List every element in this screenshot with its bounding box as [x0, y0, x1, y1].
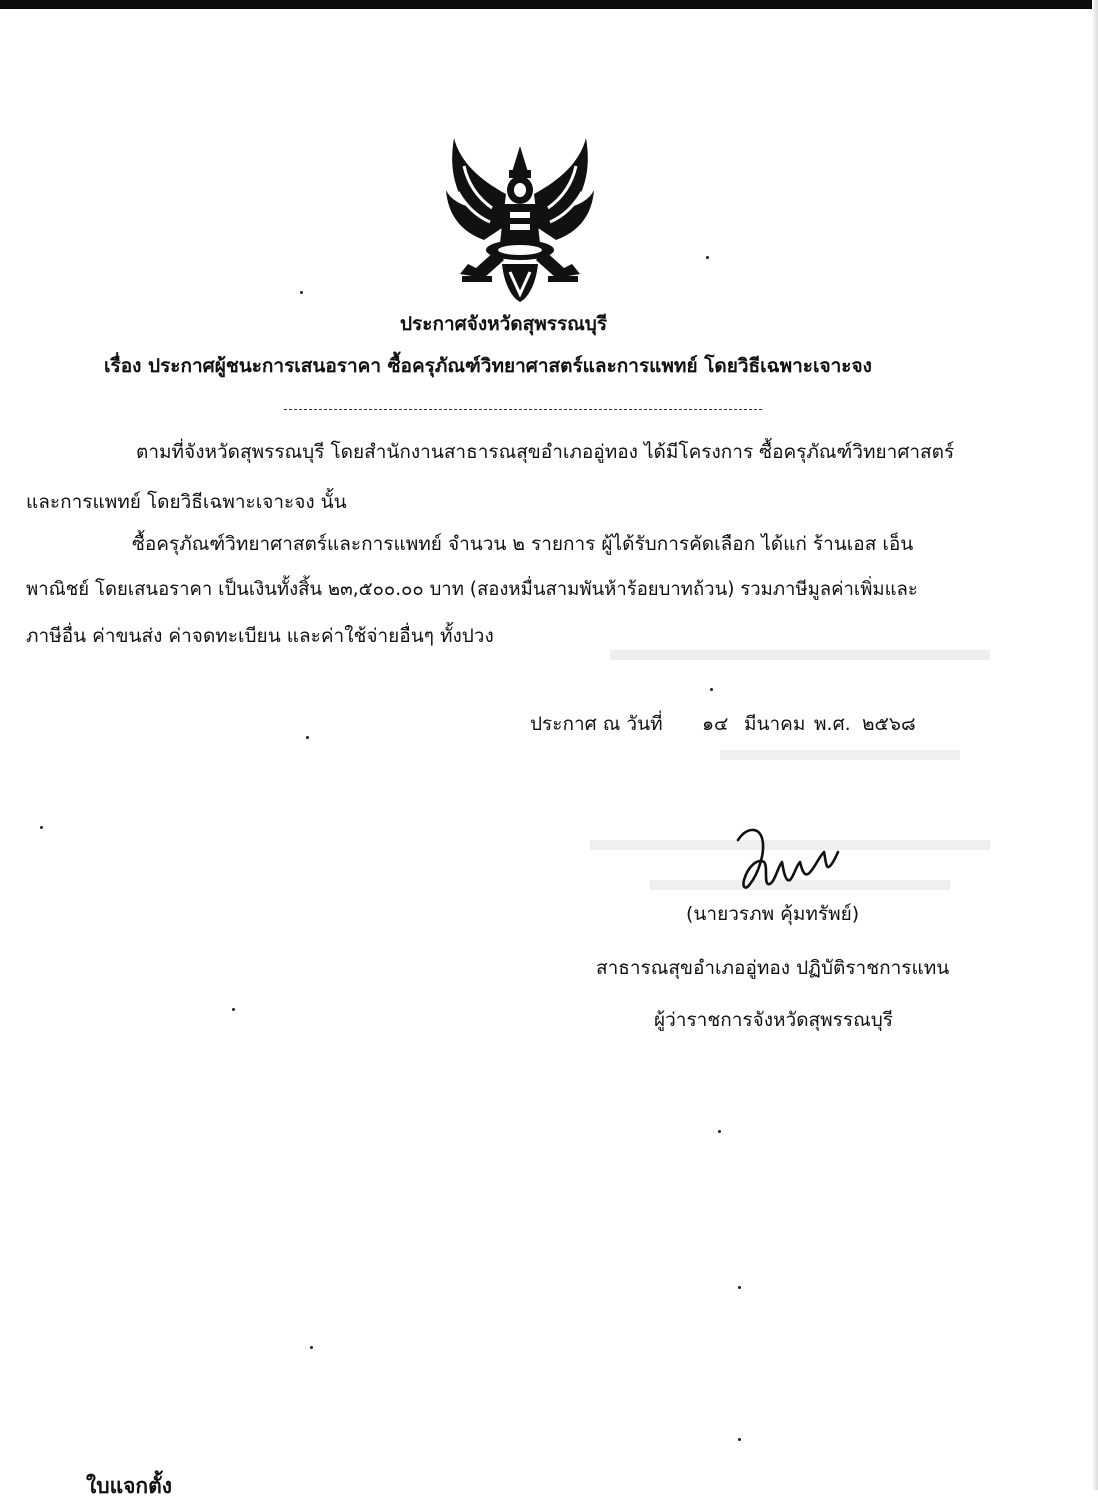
scan-speck	[310, 1346, 313, 1349]
scan-speck	[300, 291, 303, 294]
scan-speck	[738, 1438, 741, 1441]
paragraph-1-line-2: และการแพทย์ โดยวิธีเฉพาะเจาะจง นั้น	[26, 491, 347, 513]
paragraph-2-line-1: ซื้อครุภัณฑ์วิทยาศาสตร์และการแพทย์ จำนวน ๒ รายการ ผู้ได้รับการคัดเลือก ได้แก่ ร้านเอส เอ็น	[132, 533, 914, 555]
date-day: ๑๔	[702, 713, 729, 735]
date-month: มีนาคม	[744, 713, 806, 735]
footer-partial-text: ใบแจกตั้ง	[86, 1474, 173, 1498]
scan-speck	[232, 1008, 235, 1011]
scan-speck	[738, 1286, 741, 1289]
page-top-edge	[0, 0, 1098, 9]
date-year: ๒๕๖๘	[862, 713, 916, 735]
date-label: ประกาศ ณ วันที่	[530, 713, 663, 735]
title-separator-rule	[284, 409, 762, 410]
date-era: พ.ศ.	[814, 713, 851, 735]
garuda-emblem-icon	[440, 132, 600, 304]
scan-speck	[40, 826, 43, 829]
paragraph-1-line-1: ตามที่จังหวัดสุพรรณบุรี โดยสำนักงานสาธารณสุขอำเภออู่ทอง ได้มีโครงการ ซื้อครุภัณฑ์วิทยาศาสตร์	[136, 441, 955, 463]
announcement-title: ประกาศจังหวัดสุพรรณบุรี	[400, 313, 608, 335]
signer-name: (นายวรภพ คุ้มทรัพย์)	[686, 903, 860, 925]
handwritten-signature	[728, 822, 840, 898]
page-right-edge	[1092, 0, 1098, 1490]
paragraph-2-line-2: พาณิชย์ โดยเสนอราคา เป็นเงินทั้งสิ้น ๒๓,๕๐๐.๐๐ บาท (สองหมื่นสามพันห้าร้อยบาทถ้วน) รวมภาษีมูลค่าเพิ่มและ	[26, 579, 918, 600]
announcement-subject: เรื่อง ประกาศผู้ชนะการเสนอราคา ซื้อครุภัณฑ์วิทยาศาสตร์และการแพทย์ โดยวิธีเฉพาะเจาะจง	[104, 355, 872, 377]
paragraph-2-line-3: ภาษีอื่น ค่าขนส่ง ค่าจดทะเบียน และค่าใช้จ่ายอื่นๆ ทั้งปวง	[26, 625, 494, 647]
scan-speck	[306, 736, 309, 739]
signer-on-behalf-of: ผู้ว่าราชการจังหวัดสุพรรณบุรี	[654, 1009, 893, 1031]
scan-speck	[710, 688, 713, 691]
scan-speck	[718, 1130, 721, 1133]
scan-speck	[706, 256, 709, 259]
signer-position: สาธารณสุขอำเภออู่ทอง ปฏิบัติราชการแทน	[596, 957, 950, 979]
